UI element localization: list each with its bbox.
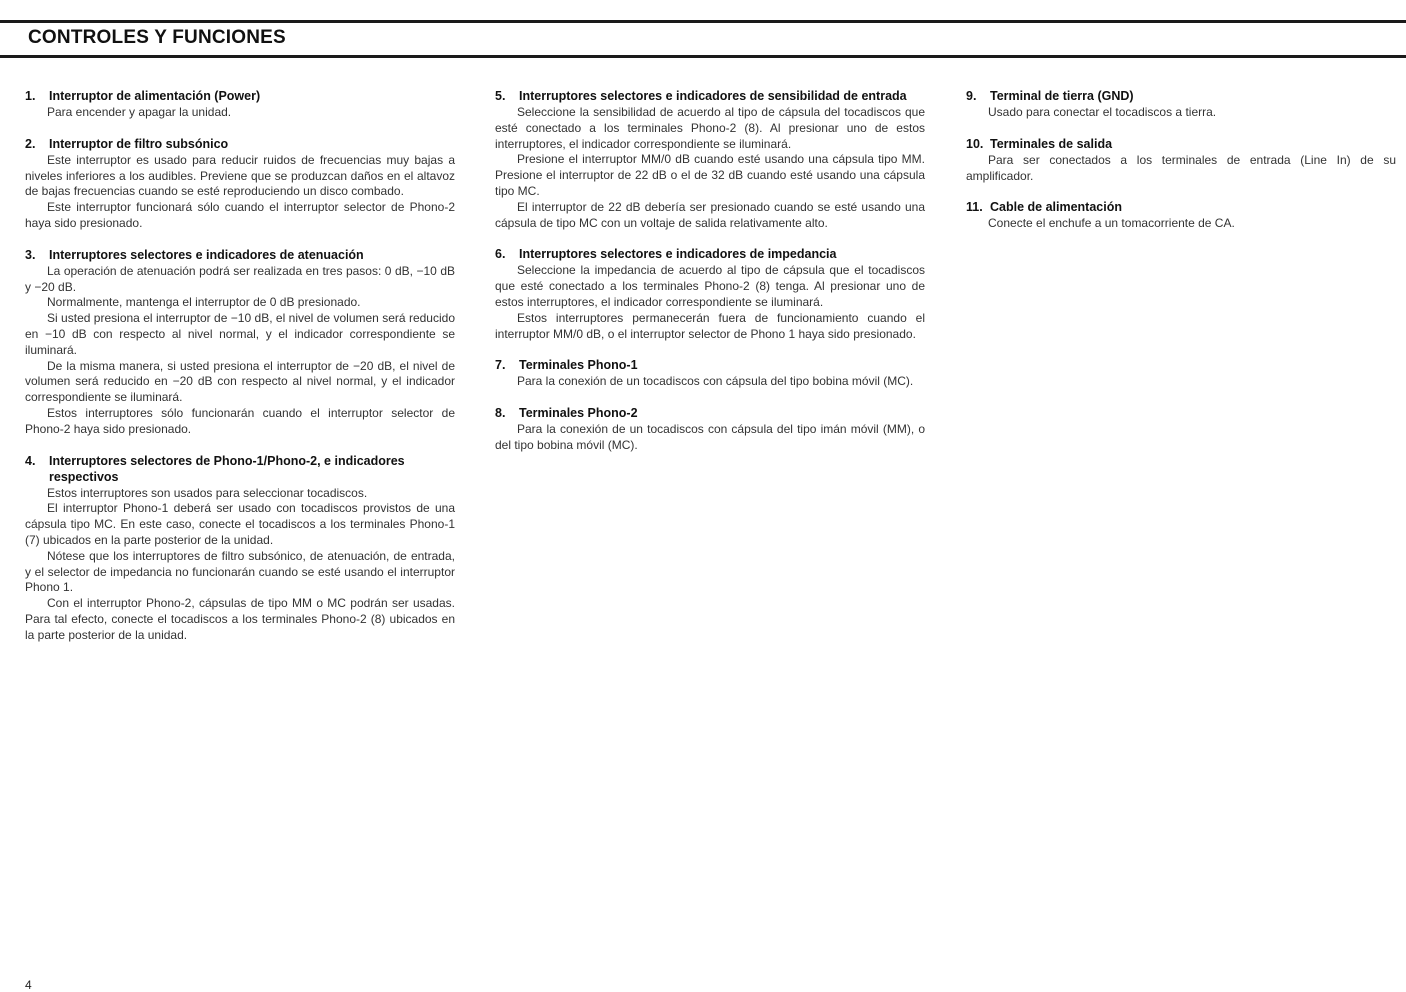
- section-number: 4.: [25, 453, 36, 468]
- header-rule-top: [0, 20, 1406, 23]
- section-paragraph: Conecte el enchufe a un tomacorriente de CA.: [988, 216, 1235, 231]
- section-paragraph: Estos interruptores son usados para seleccionar tocadiscos.: [47, 485, 368, 500]
- section-paragraph: Para la conexión de un tocadiscos con cápsula del tipo bobina móvil (MC).: [517, 374, 914, 389]
- section-heading: [966, 136, 1396, 152]
- section-heading: [495, 88, 925, 104]
- section-title: Interruptores selectores e indicadores de impedancia: [519, 247, 837, 262]
- section: [495, 246, 925, 342]
- section: [966, 136, 1396, 185]
- section-paragraph: Para ser conectados a los terminales de entrada (Line In) de su amplificador.: [966, 152, 1396, 183]
- section-paragraph: Con el interruptor Phono-2, cápsulas de tipo MM o MC podrán ser usadas. Para tal efecto, conecte el tocadiscos a los terminales Phono-2 (8) ubicados en la parte posterior de la unidad.: [25, 596, 455, 642]
- column-left: [25, 88, 455, 659]
- section-paragraph: El interruptor Phono-1 deberá ser usado con tocadiscos provistos de una cápsula tipo MC. En este caso, conecte el tocadiscos a los terminales Phono-1 (7) ubicados en la parte posterior de la unidad.: [25, 501, 455, 547]
- section-paragraph: Estos interruptores permanecerán fuera de funcionamiento cuando el interruptor MM/0 dB, o el interruptor selector de Phono 1 haya sido presionado.: [495, 310, 925, 341]
- section-title: Terminales Phono-2: [519, 406, 638, 421]
- section-paragraph: Seleccione la impedancia de acuerdo al tipo de cápsula que el tocadiscos que esté conectado a los terminales Phono-2 (8) tenga. Al presionar uno de estos interruptores, el indicador correspondiente se iluminará.: [495, 263, 925, 309]
- section-heading: [25, 247, 455, 263]
- section-paragraph: Nótese que los interruptores de filtro subsónico, de atenuación, de entrada, y el selector de impedancia no funcionarán cuando se esté usando el interruptor Phono 1.: [25, 548, 455, 595]
- section-number: 8.: [495, 406, 506, 421]
- section-paragraph: Para encender y apagar la unidad.: [47, 105, 232, 119]
- section-paragraph: Usado para conectar el tocadiscos a tierra.: [988, 105, 1217, 119]
- section-number: 7.: [495, 358, 506, 373]
- section-paragraph: Normalmente, mantenga el interruptor de 0 dB presionado.: [47, 295, 361, 310]
- column-right: [966, 88, 1396, 247]
- section-paragraph: El interruptor de 22 dB debería ser presionado cuando se esté usando una cápsula de tipo MC con un voltaje de salida relativamente alto.: [495, 199, 925, 230]
- section-title: Interruptor de filtro subsónico: [49, 136, 229, 151]
- header-rule-bottom: [0, 55, 1406, 58]
- section: [495, 88, 925, 231]
- section: [25, 88, 455, 121]
- section-heading: [25, 88, 455, 104]
- section-title: Interruptores selectores e indicadores de sensibilidad de entrada: [519, 89, 907, 103]
- section-paragraph: Para la conexión de un tocadiscos con cápsula del tipo imán móvil (MM), o del tipo bobina móvil (MC).: [495, 422, 925, 452]
- column-middle: [495, 88, 925, 469]
- section-number: 9.: [966, 89, 977, 103]
- section-paragraph: Estos interruptores sólo funcionarán cuando el interruptor selector de Phono-2 haya sido presionado.: [25, 405, 455, 436]
- section-title: Interruptores selectores de Phono-1/Phono-2, e indicadores respectivos: [49, 453, 405, 484]
- section-heading: [495, 405, 925, 421]
- page-number: 4: [25, 978, 32, 992]
- section-heading: [495, 246, 925, 262]
- section-title: Interruptor de alimentación (Power): [49, 89, 261, 103]
- section-paragraph: Este interruptor funcionará sólo cuando el interruptor selector de Phono-2 haya sido presionado.: [25, 200, 455, 230]
- section: [25, 453, 455, 644]
- section-number: 2.: [25, 136, 36, 151]
- section-number: 3.: [25, 247, 36, 262]
- page-title: CONTROLES Y FUNCIONES: [28, 27, 286, 48]
- section-paragraph: Presione el interruptor MM/0 dB cuando esté usando una cápsula tipo MM. Presione el interruptor de 22 dB o el de 32 dB cuando esté usando una cápsula tipo MC.: [495, 152, 925, 198]
- section-title: Terminales de salida: [990, 136, 1113, 151]
- section: [25, 136, 455, 232]
- section-heading: [966, 199, 1396, 215]
- section: [495, 405, 925, 454]
- section-number: 6.: [495, 247, 506, 262]
- section: [25, 247, 455, 438]
- section-heading: [495, 357, 925, 373]
- section-number: 1.: [25, 89, 36, 103]
- section-number: 10.: [966, 136, 984, 151]
- section-paragraph: Si usted presiona el interruptor de −10 dB, el nivel de volumen será reducido en −10 dB con respecto al nivel normal, y el indicador correspondiente se iluminará.: [25, 311, 455, 357]
- section-paragraph: La operación de atenuación podrá ser realizada en tres pasos: 0 dB, −10 dB y −20 dB.: [25, 263, 455, 294]
- section-title: Interruptores selectores e indicadores de atenuación: [49, 247, 364, 262]
- section-title: Terminales Phono-1: [519, 358, 638, 373]
- section: [495, 357, 925, 390]
- section-title: Cable de alimentación: [990, 200, 1122, 215]
- section-heading: [966, 88, 1396, 104]
- section-number: 11.: [966, 200, 983, 215]
- section-heading: [25, 136, 455, 152]
- section-paragraph: De la misma manera, si usted presiona el interruptor de −20 dB, el nivel de volumen será reducido en −20 dB con respecto al nivel normal, y el indicador correspondiente se iluminará.: [25, 358, 455, 405]
- section: [966, 199, 1396, 232]
- section-paragraph: Seleccione la sensibilidad de acuerdo al tipo de cápsula del tocadiscos que esté conectado a los terminales Phono-2 (8). Al presionar uno de estos interruptores, el indicador correspondiente se iluminará.: [495, 105, 925, 151]
- section-number: 5.: [495, 89, 506, 103]
- section-heading: [25, 453, 455, 485]
- section-title: Terminal de tierra (GND): [990, 89, 1134, 103]
- section: [966, 88, 1396, 121]
- section-paragraph: Este interruptor es usado para reducir ruidos de frecuencias muy bajas a niveles inferiores a los audibles. Previene que se produzcan daños en el altavoz de bajas frecuencias cuando se esté reproduciendo un disco combado.: [25, 152, 455, 199]
